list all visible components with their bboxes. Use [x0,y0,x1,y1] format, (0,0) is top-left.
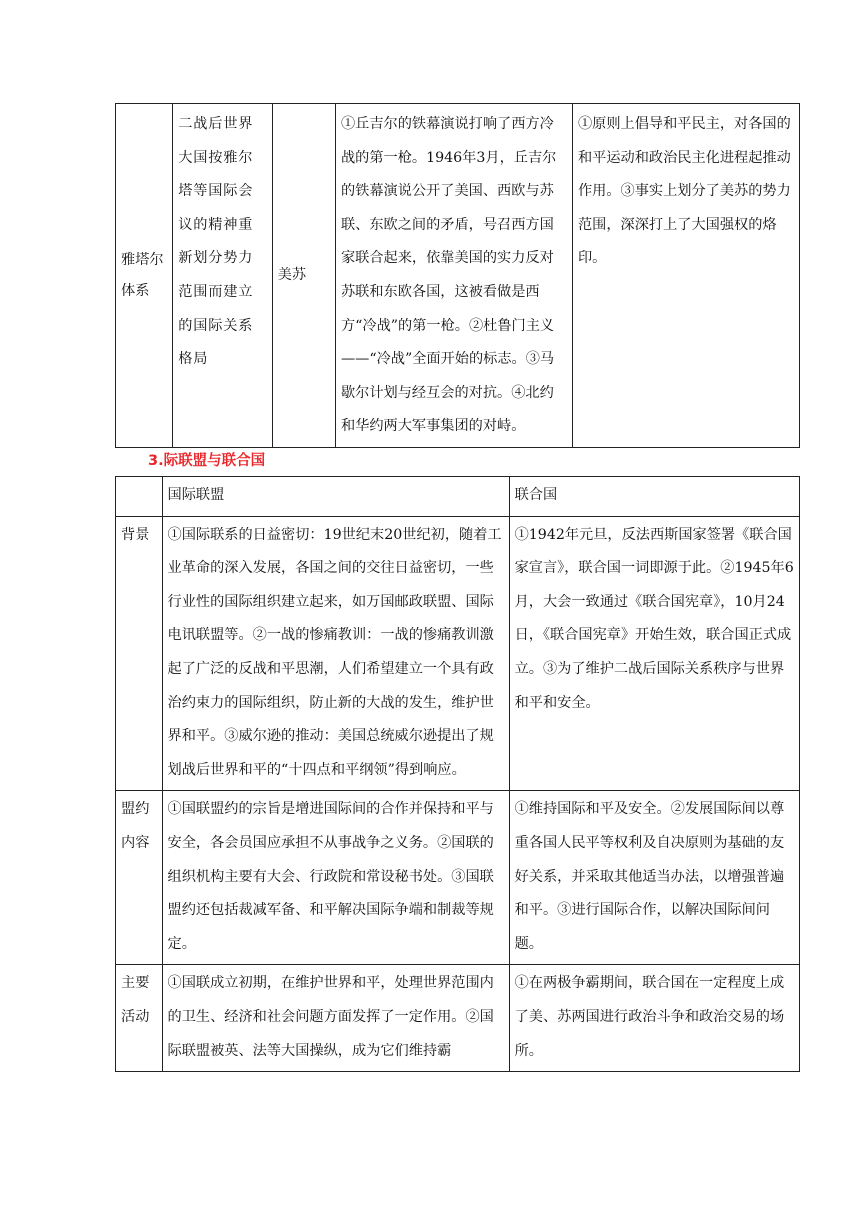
row-label-cell: 盟约内容 [116,791,163,965]
system-name-cell: 雅塔尔体系 [116,104,173,448]
un-cell: ①1942年元旦，反法西斯国家签署《联合国家宣言》，联合国一词即源于此。②1945年6月，大会一致通过《联合国宪章》，10月24日，《联合国宪章》开始生效，联合国正式成立。③为了维护二战后国际关系秩序与世界和平和安全。 [509,516,799,791]
section-heading: 3.际联盟与联合国 [148,453,266,469]
row-label-cell: 主要活动 [116,965,163,1072]
parties-cell: 美苏 [272,104,335,448]
header-blank-cell [116,477,163,517]
table-row [116,104,800,448]
header-un-cell: 联合国 [509,477,799,517]
un-cell: ①维持国际和平及安全。②发展国际间以尊重各国人民平等权利及自决原则为基础的友好关系，并采取其他适当办法，以增强普遍和平。③进行国际合作，以解决国际间问题。 [509,791,799,965]
league-cell: ①国联成立初期，在维护世界和平，处理世界范围内的卫生、经济和社会问题方面发挥了一定作用。②国际联盟被英、法等大国操纵，成为它们维持霸 [162,965,509,1072]
header-league-cell: 国际联盟 [162,477,509,517]
yalta-system-table [115,103,800,448]
row-label-cell: 背景 [116,516,163,791]
league-cell: ①国际联系的日益密切：19世纪末20世纪初，随着工业革命的深入发展，各国之间的交往日益密切，一些行业性的国际组织建立起来，如万国邮政联盟、国际电讯联盟等。②一战的惨痛教训：一战的惨痛教训激起了广泛的反战和平思潮，人们希望建立一个具有政治约束力的国际组织，防止新的大战的发生，维护世界和平。③威尔逊的推动：美国总统威尔逊提出了规划战后世界和平的“十四点和平纲领”得到响应。 [162,516,509,791]
table-header-row [116,477,800,517]
table-row [116,791,800,965]
definition-cell: 二战后世界大国按雅尔塔等国际会议的精神重新划分势力范围而建立的国际关系格局 [173,104,272,448]
events-cell: ①丘吉尔的铁幕演说打响了西方冷战的第一枪。1946年3月，丘吉尔的铁幕演说公开了美国、西欧与苏联、东欧之间的矛盾，号召西方国家联合起来，依靠美国的实力反对苏联和东欧各国，这被看做是西方“冷战”的第一枪。②杜鲁门主义——“冷战”全面开始的标志。③马歇尔计划与经互会的对抗。④北约和华约两大军事集团的对峙。 [335,104,572,448]
table-row [116,965,800,1072]
table-row [116,516,800,791]
league-vs-un-table [115,476,800,1072]
evaluation-cell: ①原则上倡导和平民主，对各国的和平运动和政治民主化进程起推动作用。③事实上划分了美苏的势力范围，深深打上了大国强权的烙印。 [572,104,799,448]
un-cell: ①在两极争霸期间，联合国在一定程度上成了美、苏两国进行政治斗争和政治交易的场所。 [509,965,799,1072]
league-cell: ①国联盟约的宗旨是增进国际间的合作并保持和平与安全，各会员国应承担不从事战争之义务。②国联的组织机构主要有大会、行政院和常设秘书处。③国联盟约还包括裁减军备、和平解决国际争端和制裁等规定。 [162,791,509,965]
